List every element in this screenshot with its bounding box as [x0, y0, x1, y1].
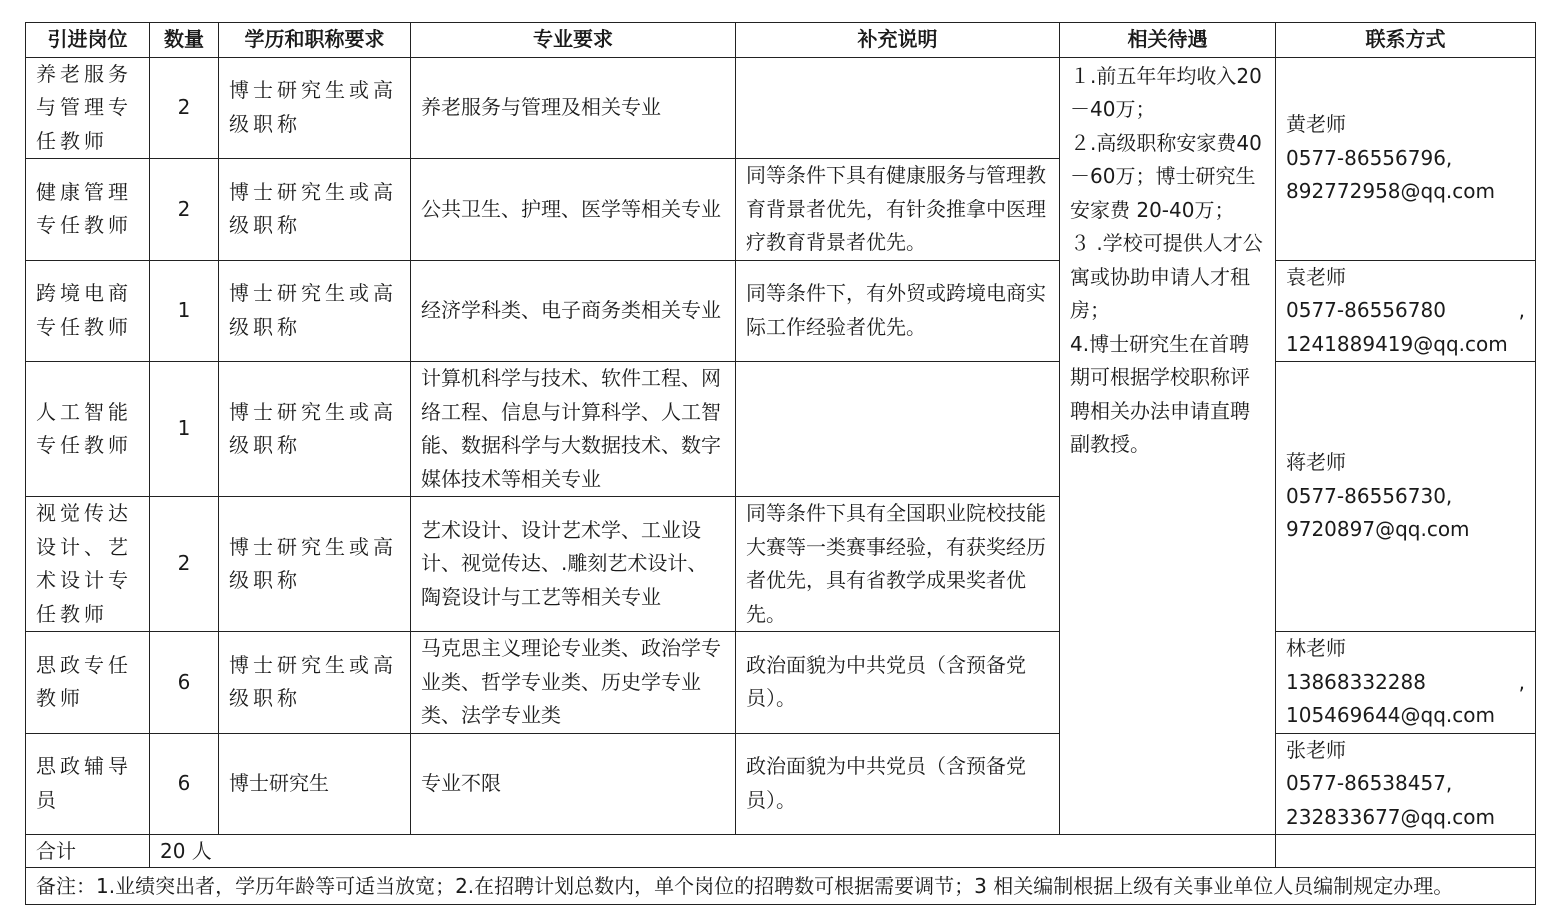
contact-name: 黄老师: [1286, 112, 1346, 137]
note-cell: 政治面貌为中共党员（含预备党员）。: [736, 733, 1060, 835]
recruitment-table-container: [25, 22, 1535, 905]
header-benefits: 相关待遇: [1060, 23, 1276, 58]
table-row: [26, 260, 1536, 362]
total-row: [26, 835, 1536, 868]
position-cell: 思政辅导员: [26, 733, 150, 835]
count-cell: 1: [150, 260, 219, 362]
table-row: [26, 733, 1536, 835]
position-cell: 人工智能专任教师: [26, 362, 150, 497]
major-cell: 经济学科类、电子商务类相关专业: [411, 260, 736, 362]
position-cell: 健康管理专任教师: [26, 159, 150, 261]
contact-phone: 0577-86556796,: [1286, 145, 1453, 170]
contact-phone-line: [1286, 294, 1525, 328]
contact-email: 1241889419@qq.com: [1286, 331, 1508, 356]
header-position: 引进岗位: [26, 23, 150, 58]
table-row: [26, 362, 1536, 497]
contact-phone: 13868332288: [1286, 669, 1426, 694]
note-cell: 同等条件下具有全国职业院校技能大赛等一类赛事经验，有获奖经历者优先，具有省教学成果奖者优先。: [736, 497, 1060, 632]
note-cell: [736, 57, 1060, 159]
contact-cell: [1276, 632, 1536, 734]
major-cell: 养老服务与管理及相关专业: [411, 57, 736, 159]
major-cell: 计算机科学与技术、软件工程、网络工程、信息与计算科学、人工智能、数据科学与大数据技术、数字媒体技术等相关专业: [411, 362, 736, 497]
contact-name: 蒋老师: [1286, 450, 1346, 475]
benefits-cell: １.前五年年均收入20－40万； ２.高级职称安家费40－60万；博士研究生安家费 20-40万； ３ .学校可提供人才公寓或协助申请人才租房； 4.博士研究生在首聘期可根据学校职称评聘相关办法申请直聘副教授。: [1060, 57, 1276, 835]
note-cell: [736, 362, 1060, 497]
contact-phone: 0577-86538457,: [1286, 771, 1453, 795]
total-value: 20 人: [150, 835, 1276, 868]
education-cell: 博士研究生或高级职称: [219, 159, 411, 261]
header-count: 数量: [150, 23, 219, 58]
total-label: 合计: [26, 835, 150, 868]
contact-name: 林老师: [1286, 636, 1346, 660]
position-cell: 视觉传达设计、艺术设计专任教师: [26, 497, 150, 632]
remark-text: 备注：1.业绩突出者，学历年龄等可适当放宽；2.在招聘计划总数内，单个岗位的招聘数可根据需要调节；3 相关编制根据上级有关事业单位人员编制规定办理。: [26, 868, 1536, 905]
total-empty-cell: [1276, 835, 1536, 868]
contact-separator: ,: [1518, 298, 1525, 322]
count-cell: 2: [150, 159, 219, 261]
table-row: [26, 57, 1536, 159]
education-cell: 博士研究生或高级职称: [219, 260, 411, 362]
contact-phone-line: [1286, 666, 1525, 700]
remark-row: [26, 868, 1536, 905]
contact-cell: [1276, 362, 1536, 632]
count-cell: 6: [150, 733, 219, 835]
note-cell: 同等条件下具有健康服务与管理教育背景者优先，有针灸推拿中医理疗教育背景者优先。: [736, 159, 1060, 261]
contact-cell: [1276, 733, 1536, 835]
major-cell: 公共卫生、护理、医学等相关专业: [411, 159, 736, 261]
education-cell: 博士研究生或高级职称: [219, 362, 411, 497]
count-cell: 1: [150, 362, 219, 497]
contact-name: 张老师: [1286, 737, 1346, 762]
contact-email: 9720897@qq.com: [1286, 517, 1470, 542]
count-cell: 2: [150, 57, 219, 159]
recruitment-table: [25, 22, 1536, 905]
education-cell: 博士研究生或高级职称: [219, 632, 411, 734]
header-contact: 联系方式: [1276, 23, 1536, 58]
header-education: 学历和职称要求: [219, 23, 411, 58]
contact-name: 袁老师: [1286, 264, 1346, 289]
position-cell: 思政专任教师: [26, 632, 150, 734]
header-major: 专业要求: [411, 23, 736, 58]
contact-phone: 0577-86556780: [1286, 298, 1446, 322]
education-cell: 博士研究生或高级职称: [219, 497, 411, 632]
position-cell: 跨境电商专任教师: [26, 260, 150, 362]
contact-email: 105469644@qq.com: [1286, 703, 1495, 727]
contact-separator: ,: [1518, 669, 1525, 694]
count-cell: 2: [150, 497, 219, 632]
count-cell: 6: [150, 632, 219, 734]
contact-phone: 0577-86556730,: [1286, 483, 1453, 508]
position-cell: 养老服务与管理专任教师: [26, 57, 150, 159]
note-cell: 政治面貌为中共党员（含预备党员）。: [736, 632, 1060, 734]
contact-email: 232833677@qq.com: [1286, 804, 1495, 829]
education-cell: 博士研究生: [219, 733, 411, 835]
contact-email: 892772958@qq.com: [1286, 179, 1495, 204]
header-row: [26, 23, 1536, 58]
major-cell: 艺术设计、设计艺术学、工业设计、视觉传达、.雕刻艺术设计、陶瓷设计与工艺等相关专业: [411, 497, 736, 632]
major-cell: 专业不限: [411, 733, 736, 835]
education-cell: 博士研究生或高级职称: [219, 57, 411, 159]
table-row: [26, 632, 1536, 734]
contact-cell: [1276, 260, 1536, 362]
note-cell: 同等条件下，有外贸或跨境电商实际工作经验者优先。: [736, 260, 1060, 362]
major-cell: 马克思主义理论专业类、政治学专业类、哲学专业类、历史学专业类、法学专业类: [411, 632, 736, 734]
header-note: 补充说明: [736, 23, 1060, 58]
contact-cell: [1276, 57, 1536, 260]
